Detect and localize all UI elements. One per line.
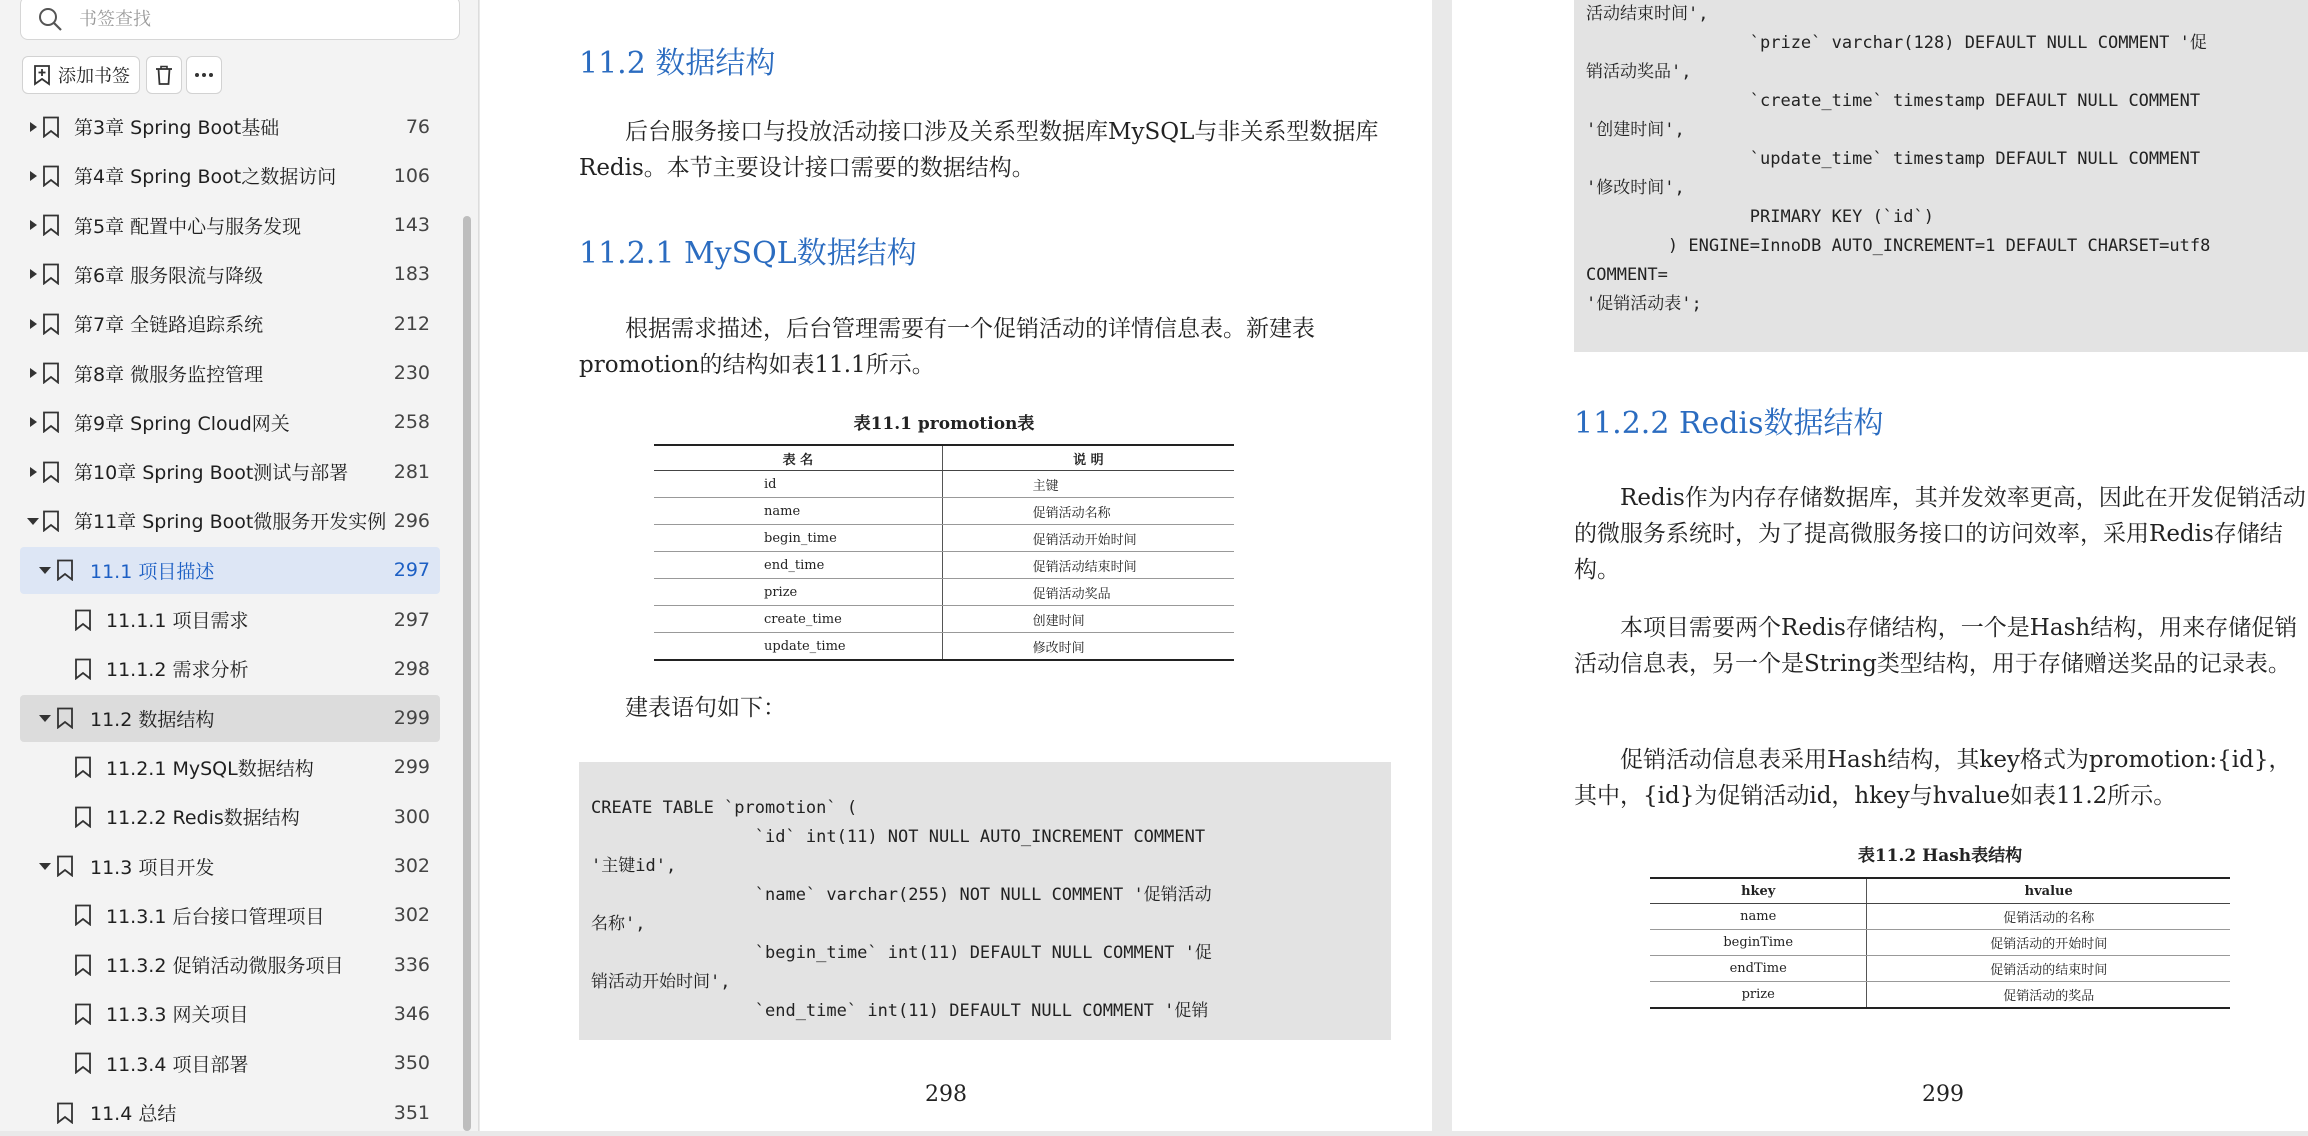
table-header-row xyxy=(1650,878,2230,904)
code-block xyxy=(1574,0,2308,352)
code-line: ) ENGINE=InnoDB AUTO_INCREMENT=1 DEFAULT CHARSET=utf8 xyxy=(1586,236,2211,256)
bookmark-icon xyxy=(42,214,60,236)
table-cell: 促销活动开始时间 xyxy=(942,525,1234,552)
section-heading-11-2-1: 11.2.1 MySQL数据结构 xyxy=(579,236,917,271)
bookmark-item[interactable] xyxy=(20,892,440,939)
code-block xyxy=(579,762,1391,1040)
bookmark-label: 11.3.2 促销活动微服务项目 xyxy=(106,955,344,978)
bookmark-icon xyxy=(42,165,60,187)
bookmark-item[interactable] xyxy=(20,547,440,594)
table-cell: id xyxy=(654,471,942,498)
bookmark-label: 第10章 Spring Boot测试与部署 xyxy=(74,462,349,485)
bookmark-label: 第9章 Spring Cloud网关 xyxy=(74,412,290,435)
code-line: 销活动奖品', xyxy=(1586,62,1692,82)
expand-arrow-icon[interactable] xyxy=(26,120,40,134)
bookmark-item[interactable] xyxy=(20,103,440,150)
bookmark-page-number: 297 xyxy=(393,608,430,631)
paragraph: 后台服务接口与投放活动接口涉及关系型数据库MySQL与非关系型数据库Redis。本节主要设计接口需要的数据结构。 xyxy=(579,119,1379,181)
bookmark-item[interactable] xyxy=(20,596,440,643)
more-options-button[interactable] xyxy=(186,56,222,94)
bookmark-page-number: 299 xyxy=(393,707,430,730)
bookmark-page-number: 230 xyxy=(393,362,430,384)
code-line: `end_time` int(11) DEFAULT NULL COMMENT '促销 xyxy=(591,1001,1209,1021)
code-line: 名称', xyxy=(591,914,646,934)
bookmark-label: 11.3.3 网关项目 xyxy=(106,1004,249,1027)
bookmark-page-number: 346 xyxy=(393,1002,430,1025)
bookmark-page-number: 76 xyxy=(405,115,430,138)
table-row xyxy=(654,471,1234,498)
table-row xyxy=(1650,930,2230,956)
paragraph: 促销活动信息表采用Hash结构，其key格式为promotion:{id}，其中，{id}为促销活动id，hkey与hvalue如表11.2所示。 xyxy=(1574,747,2292,809)
table-header-row xyxy=(654,445,1234,471)
collapse-arrow-icon[interactable] xyxy=(38,711,52,725)
table-row xyxy=(654,579,1234,606)
bookmark-item[interactable] xyxy=(20,497,440,544)
expand-arrow-icon[interactable] xyxy=(26,169,40,183)
bookmark-item[interactable] xyxy=(20,350,440,397)
collapse-arrow-icon[interactable] xyxy=(38,859,52,873)
bookmark-item[interactable] xyxy=(20,202,440,249)
table-caption: 表11.2 Hash表结构 xyxy=(1857,846,2023,866)
bookmark-page-number: 336 xyxy=(393,953,430,976)
table-row xyxy=(654,633,1234,661)
bookmark-label: 第8章 微服务监控管理 xyxy=(74,363,264,386)
bookmark-label: 11.1.1 项目需求 xyxy=(106,610,249,632)
expand-arrow-icon[interactable] xyxy=(26,415,40,429)
bookmark-item[interactable] xyxy=(20,251,440,298)
table-cell: 促销活动的结束时间 xyxy=(1867,956,2230,982)
bookmark-icon xyxy=(74,806,92,828)
bookmark-item[interactable] xyxy=(20,1040,440,1087)
table-cell: update_time xyxy=(654,633,942,661)
bookmark-label: 11.4 总结 xyxy=(90,1103,177,1125)
bookmark-item[interactable] xyxy=(20,941,440,988)
bookmark-label: 11.1.2 需求分析 xyxy=(106,659,249,682)
bookmark-label: 第11章 Spring Boot微服务开发实例 xyxy=(74,511,387,534)
bookmark-icon xyxy=(56,707,74,729)
section-heading-11-2: 11.2 数据结构 xyxy=(579,46,776,81)
table-header-cell: hvalue xyxy=(1867,878,2230,904)
table-cell: beginTime xyxy=(1650,930,1867,956)
table-cell: 促销活动结束时间 xyxy=(942,552,1234,579)
code-line: `begin_time` int(11) DEFAULT NULL COMMENT '促 xyxy=(591,943,1212,963)
bookmark-icon xyxy=(74,609,92,631)
paragraph: 根据需求描述，后台管理需要有一个促销活动的详情信息表。新建表promotion的结构如表11.1所示。 xyxy=(579,316,1315,378)
bookmark-label: 11.3.1 后台接口管理项目 xyxy=(106,905,325,928)
bookmark-item[interactable] xyxy=(20,990,440,1037)
document-page-298 xyxy=(480,0,1432,1131)
bookmark-search-box[interactable] xyxy=(20,0,460,40)
bookmark-label: 第7章 全链路追踪系统 xyxy=(74,314,264,337)
code-line: CREATE TABLE `promotion` ( xyxy=(591,798,858,818)
page-number: 299 xyxy=(1922,1082,1964,1107)
expand-arrow-icon[interactable] xyxy=(26,267,40,281)
code-line: 活动结束时间', xyxy=(1586,4,1709,24)
code-line: 销活动开始时间', xyxy=(591,972,731,992)
bookmark-item[interactable] xyxy=(20,744,440,791)
bookmark-icon xyxy=(56,559,74,581)
bookmark-label: 11.2.2 Redis数据结构 xyxy=(106,807,300,830)
document-page-299 xyxy=(1452,0,2308,1131)
bookmark-item[interactable] xyxy=(20,695,440,742)
bookmark-icon xyxy=(42,313,60,335)
code-line: `prize` varchar(128) DEFAULT NULL COMMENT '促 xyxy=(1586,33,2207,53)
paragraph: Redis作为内存存储数据库，其并发效率更高，因此在开发促销活动的微服务系统时，为了提高微服务接口的访问效率，采用Redis存储结构。 xyxy=(1574,485,2306,583)
bookmark-icon xyxy=(74,658,92,680)
table-header-cell: 说 明 xyxy=(942,445,1234,471)
bookmark-icon xyxy=(42,411,60,433)
bookmark-icon xyxy=(74,954,92,976)
table-row xyxy=(654,606,1234,633)
bookmark-label: 11.3 项目开发 xyxy=(90,856,215,879)
table-cell: 促销活动的开始时间 xyxy=(1867,930,2230,956)
bookmark-icon xyxy=(42,116,60,138)
bookmark-page-number: 296 xyxy=(393,509,430,532)
collapse-arrow-icon[interactable] xyxy=(26,514,40,528)
paragraph: 本项目需要两个Redis存储结构，一个是Hash结构，用来存储促销活动信息表，另一个是String类型结构，用于存储赠送奖品的记录表。 xyxy=(1574,615,2298,677)
expand-arrow-icon[interactable] xyxy=(26,366,40,380)
bookmark-icon xyxy=(74,1052,92,1074)
table-header-cell: 表 名 xyxy=(654,445,942,471)
trash-icon xyxy=(154,64,174,86)
table-cell: 促销活动奖品 xyxy=(942,579,1234,606)
table-cell: 促销活动的名称 xyxy=(1867,904,2230,930)
bookmark-item[interactable] xyxy=(20,152,440,199)
expand-arrow-icon[interactable] xyxy=(26,317,40,331)
code-line: COMMENT= xyxy=(1586,265,1668,285)
code-line: '创建时间', xyxy=(1586,120,1685,140)
delete-bookmark-button[interactable] xyxy=(146,56,182,94)
table-cell: create_time xyxy=(654,606,942,633)
collapse-arrow-icon[interactable] xyxy=(38,563,52,577)
table-row xyxy=(654,552,1234,579)
table-cell: 创建时间 xyxy=(942,606,1234,633)
section-heading-11-2-2: 11.2.2 Redis数据结构 xyxy=(1574,406,1884,441)
code-line: '修改时间', xyxy=(1586,178,1685,198)
bookmark-page-number: 183 xyxy=(393,263,430,286)
bookmark-icon xyxy=(42,263,60,285)
table-row xyxy=(1650,904,2230,930)
bookmark-page-number: 350 xyxy=(393,1052,430,1075)
table-cell: prize xyxy=(654,579,942,606)
table-cell: endTime xyxy=(1650,956,1867,982)
code-line: `id` int(11) NOT NULL AUTO_INCREMENT COMMENT xyxy=(591,827,1206,847)
add-bookmark-icon xyxy=(32,64,52,86)
bookmark-label: 11.3.4 项目部署 xyxy=(106,1053,249,1076)
page-number: 298 xyxy=(925,1082,967,1107)
bookmark-icon xyxy=(74,904,92,926)
bookmark-item[interactable] xyxy=(20,399,440,446)
code-line: '主键id', xyxy=(591,856,677,876)
bookmark-search-input[interactable] xyxy=(77,3,451,35)
table-header-cell: hkey xyxy=(1650,878,1867,904)
bookmark-icon xyxy=(74,1003,92,1025)
bookmark-page-number: 299 xyxy=(393,756,430,779)
bookmark-icon xyxy=(56,1102,74,1124)
bookmark-item[interactable] xyxy=(20,793,440,840)
table-row xyxy=(1650,956,2230,982)
code-line: '促销活动表'; xyxy=(1586,294,1702,314)
bookmark-item[interactable] xyxy=(20,448,440,495)
table-cell: 促销活动的奖品 xyxy=(1867,982,2230,1009)
table-cell: 促销活动名称 xyxy=(942,498,1234,525)
table-cell: 主键 xyxy=(942,471,1234,498)
code-line: `name` varchar(255) NOT NULL COMMENT '促销活动 xyxy=(591,885,1212,905)
bookmark-item[interactable] xyxy=(20,300,440,347)
bookmark-label: 第4章 Spring Boot之数据访问 xyxy=(74,166,337,189)
bookmark-page-number: 351 xyxy=(393,1101,430,1124)
add-bookmark-button[interactable] xyxy=(22,56,140,94)
hash-table xyxy=(1650,877,2230,1009)
sidebar-scrollbar-thumb[interactable] xyxy=(463,216,471,1131)
table-caption: 表11.1 promotion表 xyxy=(853,414,1035,434)
bookmark-page-number: 302 xyxy=(393,904,430,927)
bookmark-icon xyxy=(42,510,60,532)
table-cell: begin_time xyxy=(654,525,942,552)
bookmark-page-number: 298 xyxy=(393,657,430,680)
bookmark-page-number: 281 xyxy=(393,460,430,483)
bookmark-label: 第3章 Spring Boot基础 xyxy=(74,117,280,139)
table-cell: name xyxy=(1650,904,1867,930)
promotion-table xyxy=(654,444,1234,661)
bookmark-page-number: 143 xyxy=(393,214,430,237)
bookmark-page-number: 300 xyxy=(393,805,430,828)
bookmark-page-number: 302 xyxy=(393,855,430,877)
bookmark-label: 11.1 项目描述 xyxy=(90,560,215,583)
more-icon xyxy=(194,72,214,78)
bookmark-label: 11.2.1 MySQL数据结构 xyxy=(106,757,314,780)
expand-arrow-icon[interactable] xyxy=(26,218,40,232)
bookmark-page-number: 258 xyxy=(393,411,430,434)
bookmark-page-number: 106 xyxy=(393,164,430,187)
bookmark-icon xyxy=(74,756,92,778)
bookmark-page-number: 212 xyxy=(393,312,430,335)
bookmark-label: 第5章 配置中心与服务发现 xyxy=(74,215,302,238)
bookmark-item[interactable] xyxy=(20,1089,440,1136)
bookmark-label: 11.2 数据结构 xyxy=(90,708,215,731)
table-row xyxy=(1650,982,2230,1009)
bookmark-icon xyxy=(42,461,60,483)
bookmark-icon xyxy=(56,855,74,877)
table-row xyxy=(654,525,1234,552)
code-line: `update_time` timestamp DEFAULT NULL COMMENT xyxy=(1586,149,2201,169)
bookmark-label: 第6章 服务限流与降级 xyxy=(74,264,264,287)
bookmark-item[interactable] xyxy=(20,645,440,692)
table-row xyxy=(654,498,1234,525)
table-cell: end_time xyxy=(654,552,942,579)
bookmark-page-number: 297 xyxy=(393,559,430,582)
paragraph: 建表语句如下： xyxy=(625,695,786,721)
expand-arrow-icon[interactable] xyxy=(26,465,40,479)
code-line: PRIMARY KEY (`id`) xyxy=(1586,207,1934,227)
bookmark-item[interactable] xyxy=(20,843,440,890)
table-cell: name xyxy=(654,498,942,525)
table-cell: 修改时间 xyxy=(942,633,1234,661)
bookmark-sidebar xyxy=(0,0,479,1131)
search-icon xyxy=(37,6,63,32)
add-bookmark-label: 添加书签 xyxy=(58,66,130,87)
table-cell: prize xyxy=(1650,982,1867,1009)
code-line: `create_time` timestamp DEFAULT NULL COMMENT xyxy=(1586,91,2201,111)
bookmark-icon xyxy=(42,362,60,384)
